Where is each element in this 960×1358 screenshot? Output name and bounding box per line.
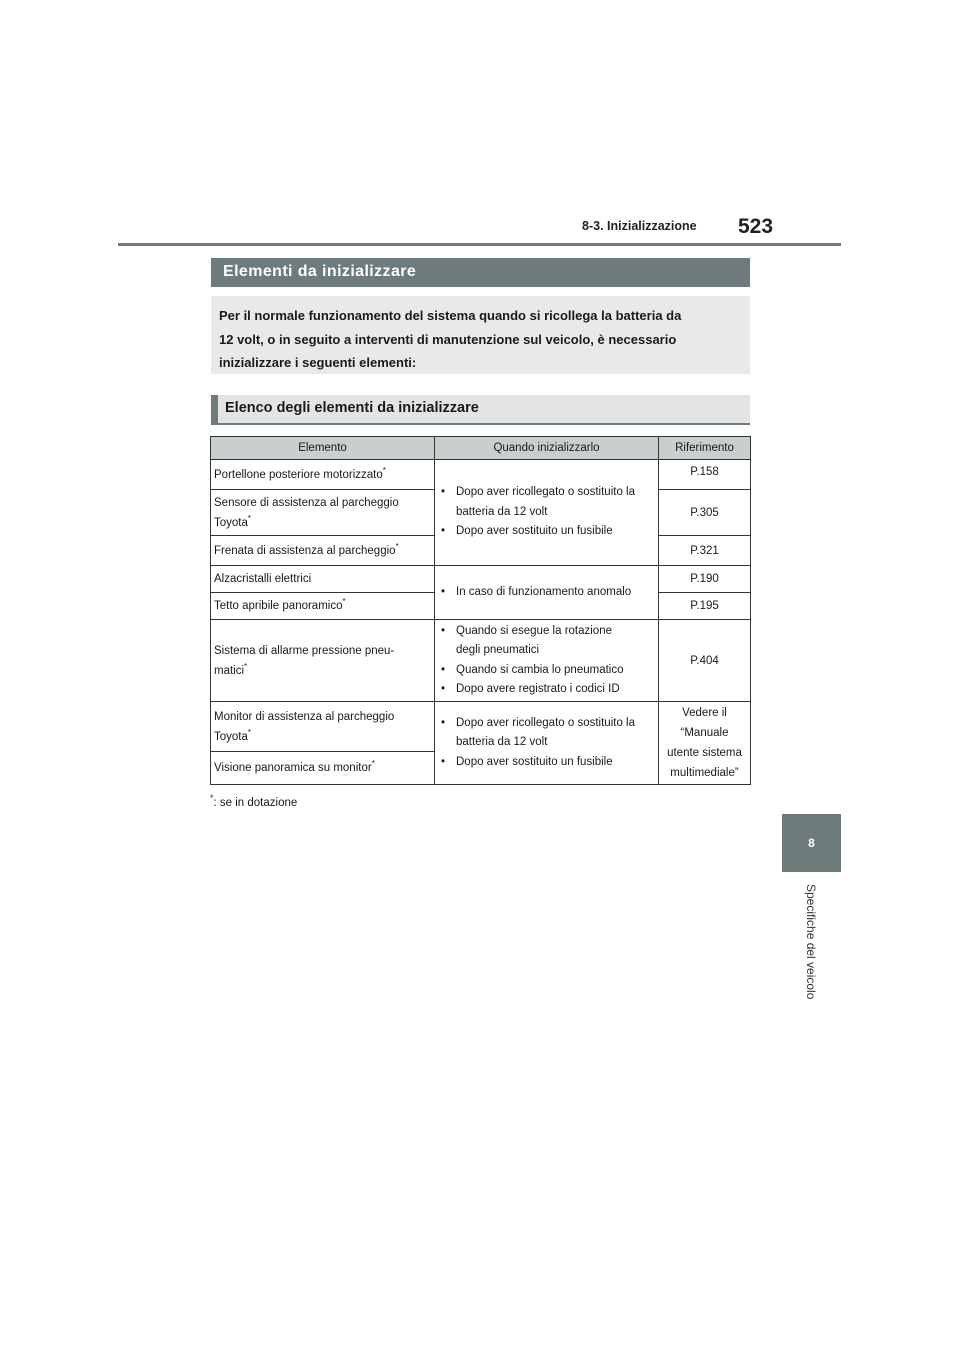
- list-item: • Dopo aver sostituito un fusibile: [438, 753, 655, 773]
- when-cell: [435, 620, 659, 702]
- item-cell: Sistema di allarme pressione pneu- matici*: [211, 620, 435, 702]
- intro-line: inizializzare i seguenti elementi:: [219, 355, 417, 370]
- chapter-label: [800, 884, 820, 1034]
- asterisk-marker: *: [342, 597, 346, 607]
- subheading: [211, 395, 750, 425]
- item-cell: Alzacristalli elettrici: [211, 566, 435, 593]
- table-header-row: [211, 437, 751, 460]
- section-title: 8-3. Inizializzazione: [582, 219, 697, 233]
- column-header-item: Elemento: [211, 437, 435, 460]
- list-item: • Quando si esegue la rotazione degli pneumatici: [438, 622, 655, 661]
- item-cell: Monitor di assistenza al parcheggio Toyota*: [211, 702, 435, 752]
- reference-cell: P.158: [659, 460, 751, 490]
- when-cell: [435, 460, 659, 566]
- list-item: • Quando si cambia lo pneumatico: [438, 661, 655, 681]
- when-cell: [435, 566, 659, 620]
- subheading-accent: [211, 395, 218, 423]
- reference-cell: P.195: [659, 593, 751, 620]
- table-row: [211, 620, 751, 702]
- chapter-tab: 8: [782, 814, 841, 872]
- asterisk-marker: *: [382, 465, 386, 475]
- item-cell: Frenata di assistenza al parcheggio*: [211, 536, 435, 566]
- asterisk-marker: *: [247, 727, 252, 737]
- reference-cell: P.190: [659, 566, 751, 593]
- footnote-text: : se in dotazione: [213, 797, 298, 809]
- list-item: • Dopo aver sostituito un fusibile: [438, 522, 655, 542]
- intro-line: 12 volt, o in seguito a interventi di manutenzione sul veicolo, è necessario: [219, 331, 677, 347]
- column-header-when: Quando inizializzarlo: [435, 437, 659, 460]
- chapter-label-text: Specifiche del veicolo: [804, 884, 818, 1000]
- list-item: • Dopo avere registrato i codici ID: [438, 680, 655, 700]
- item-cell: Sensore di assistenza al parcheggio Toyota*: [211, 490, 435, 536]
- subheading-text: Elenco degli elementi da inizializzare: [225, 400, 479, 416]
- page-heading: Elementi da inizializzare: [211, 258, 750, 287]
- page-number: 523: [738, 215, 774, 238]
- column-header-reference: Riferimento: [659, 437, 751, 460]
- intro-line: Per il normale funzionamento del sistema quando si ricollega la batteria da: [219, 308, 682, 323]
- footnote-marker: *: [210, 793, 214, 804]
- item-cell: Visione panoramica su monitor*: [211, 752, 435, 785]
- header-divider: [118, 243, 841, 246]
- asterisk-marker: *: [371, 759, 375, 769]
- footnote: [210, 793, 298, 809]
- list-item: • In caso di funzionamento anomalo: [438, 583, 655, 603]
- reference-cell: Vedere il “Manuale utente sistema multimediale”: [659, 702, 751, 785]
- asterisk-marker: *: [247, 513, 252, 523]
- item-cell: Tetto apribile panoramico*: [211, 593, 435, 620]
- reference-cell: P.321: [659, 536, 751, 566]
- reference-cell: P.305: [659, 490, 751, 536]
- when-list: [438, 483, 655, 542]
- when-list: [438, 583, 655, 603]
- intro-paragraph: [211, 296, 750, 374]
- when-list: [438, 622, 655, 700]
- table-row: [211, 566, 751, 593]
- table-row: [211, 460, 751, 490]
- when-list: [438, 714, 655, 773]
- table-row: [211, 702, 751, 752]
- list-item: • Dopo aver ricollegato o sostituito la batteria da 12 volt: [438, 483, 655, 522]
- item-cell: Portellone posteriore motorizzato*: [211, 460, 435, 490]
- asterisk-marker: *: [244, 661, 248, 671]
- list-item: • Dopo aver ricollegato o sostituito la batteria da 12 volt: [438, 714, 655, 753]
- reference-cell: P.404: [659, 620, 751, 702]
- when-cell: [435, 702, 659, 785]
- initialization-table: [210, 436, 751, 785]
- asterisk-marker: *: [395, 541, 399, 551]
